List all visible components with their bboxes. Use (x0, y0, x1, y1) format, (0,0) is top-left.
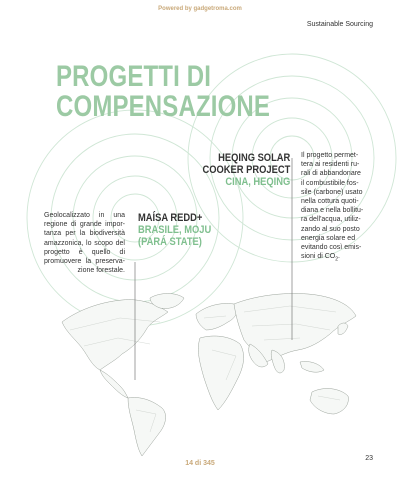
heqing-description-text: Il progetto permet-tera ai residenti ru-rali di abbandonare il combustibile fos-sile (carbone) usato nella cottura quoti-diana e nella bollitu-ra dell'acqua, utiliz-zando al suo posto energia solare ed evitando così emis-sioni di CO (301, 152, 364, 261)
maisa-project-description: Geolocalizzato in una regione di grande impor-tanza per la biodiversità amazzonica, lo scopo del progetto è quello di promuovere la preserva-zione forestale. (44, 212, 125, 275)
world-map (62, 293, 356, 456)
heqing-project-name-line1: HEQING SOLAR (217, 152, 290, 164)
maisa-project-location-line1: BRASILE, MOJU (138, 224, 212, 236)
heqing-description-subscript: 2 (335, 256, 339, 263)
heqing-project-location: CINA, HEQING (225, 176, 290, 188)
heqing-project-heading (202, 152, 290, 188)
page-title (56, 62, 270, 122)
section-title: Sustainable Sourcing (306, 21, 373, 28)
heqing-description-end: . (338, 253, 340, 261)
maisa-project-location-line2: (PARÁ STATE) (138, 236, 202, 248)
heqing-project-description (301, 151, 365, 265)
page-number: 23 (365, 455, 373, 462)
page-title-line2: COMPENSAZIONE (56, 90, 271, 123)
powered-by-text: Powered by gadgetroma.com (158, 6, 242, 12)
page-title-line1: PROGETTI DI (56, 60, 212, 93)
heqing-project-name-line2: COOKER PROJECT (202, 164, 290, 176)
page-indicator: 14 di 345 (185, 460, 215, 467)
maisa-project-heading (138, 212, 211, 248)
maisa-project-name: MAÍSA REDD+ (138, 212, 203, 224)
